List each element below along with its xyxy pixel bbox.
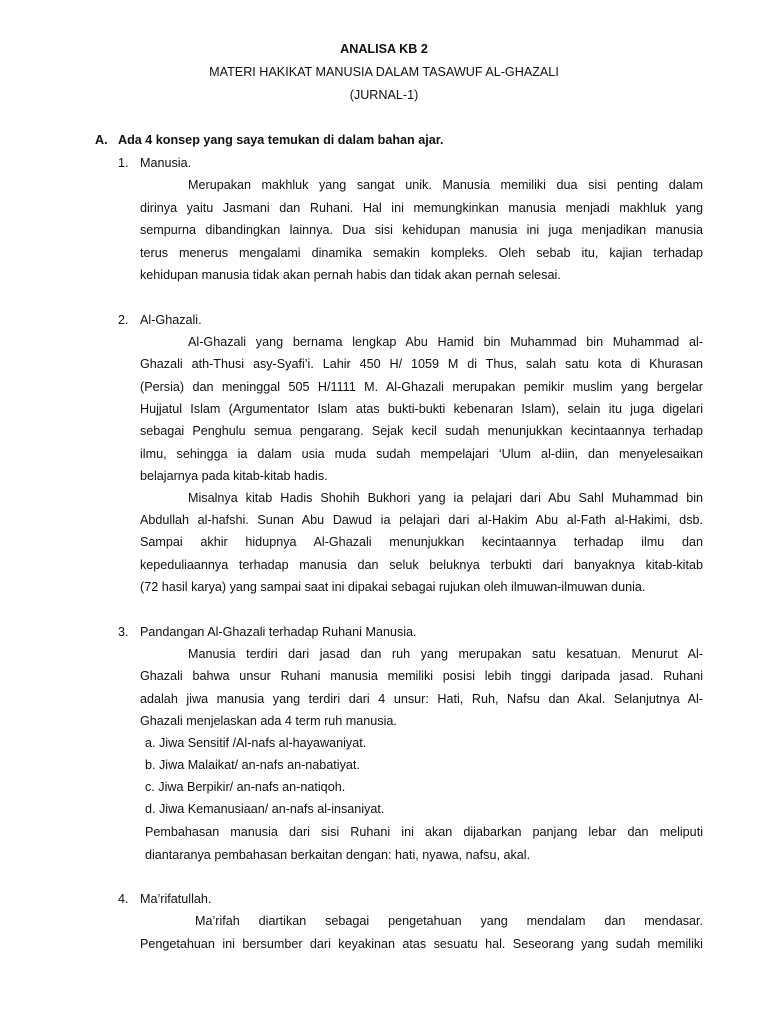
paragraph-line: sempurna dibandingkan lainnya. Dua sisi kehidupan manusia ini juga menjadikan manusia xyxy=(140,223,703,237)
list-item: a. Jiwa Sensitif /Al-nafs al-hayawaniyat. xyxy=(145,736,367,750)
paragraph-line: belajarnya pada kitab-kitab hadis. xyxy=(140,469,328,483)
item-title: Pandangan Al-Ghazali terhadap Ruhani Manusia. xyxy=(140,625,417,639)
item-number: 4. xyxy=(118,892,129,906)
item-title: Al-Ghazali. xyxy=(140,313,202,327)
paragraph-line: diantaranya pembahasan berkaitan dengan: hati, nyawa, nafsu, akal. xyxy=(145,848,531,862)
paragraph-line: Ma’rifah diartikan sebagai pengetahuan yang mendalam dan mendasar. xyxy=(195,914,703,928)
paragraph-line: sebagai Penghulu semua pengarang. Sejak kecil sudah menunjukkan kecintaannya terhadap xyxy=(140,424,703,438)
paragraph-line: adalah jiwa manusia yang terdiri dari 4 unsur: Hati, Ruh, Nafsu dan Akal. Selanjutnya Al- xyxy=(140,692,703,706)
paragraph-line: ilmu, sehingga ia dalam usia muda sudah mempelajari ‘Ulum al-diin, dan menyelesaikan xyxy=(140,447,703,461)
item-title: Ma’rifatullah. xyxy=(140,892,212,906)
list-item: c. Jiwa Berpikir/ an-nafs an-natiqoh. xyxy=(145,780,346,794)
list-item: b. Jiwa Malaikat/ an-nafs an-nabatiyat. xyxy=(145,758,360,772)
paragraph-line: kepeduliaannya terhadap manusia dan seluk beluknya terbukti dari banyaknya kitab-kitab xyxy=(140,558,703,572)
paragraph-line: dirinya yaitu Jasmani dan Ruhani. Hal ini memungkinkan manusia menjadi makhluk yang xyxy=(140,201,703,215)
paragraph-line: Merupakan makhluk yang sangat unik. Manusia memiliki dua sisi penting dalam xyxy=(188,178,703,192)
doc-journal: (JURNAL-1) xyxy=(349,88,419,102)
list-item: d. Jiwa Kemanusiaan/ an-nafs al-insaniyat. xyxy=(145,802,385,816)
paragraph-line: Misalnya kitab Hadis Shohih Bukhori yang ia pelajari dari Abu Sahl Muhammad bin xyxy=(188,491,703,505)
item-number: 1. xyxy=(118,156,129,170)
paragraph-line: Pengetahuan ini bersumber dari keyakinan atas sesuatu hal. Seseorang yang sudah memiliki xyxy=(140,937,703,951)
section-heading: Ada 4 konsep yang saya temukan di dalam bahan ajar. xyxy=(118,133,444,147)
paragraph-line: kehidupan manusia tidak akan pernah habis dan tidak akan pernah selesai. xyxy=(140,268,561,282)
item-number: 2. xyxy=(118,313,129,327)
paragraph-line: Hujjatul Islam (Argumentator Islam atas bukti-bukti kebenaran Islam), selain itu juga digelari xyxy=(140,402,703,416)
doc-title: ANALISA KB 2 xyxy=(340,42,428,56)
paragraph-line: Manusia terdiri dari jasad dan ruh yang merupakan satu kesatuan. Menurut Al- xyxy=(188,647,703,661)
paragraph-line: Pembahasan manusia dari sisi Ruhani ini akan dijabarkan panjang lebar dan meliputi xyxy=(145,825,703,839)
paragraph-line: terus menerus mengalami dinamika semakin kompleks. Oleh sebab itu, kajian terhadap xyxy=(140,246,703,260)
item-title: Manusia. xyxy=(140,156,192,170)
item-number: 3. xyxy=(118,625,129,639)
paragraph-line: Sampai akhir hidupnya Al-Ghazali menunjukkan kecintaannya terhadap ilmu dan xyxy=(140,535,703,549)
paragraph-line: Al-Ghazali yang bernama lengkap Abu Hamid bin Muhammad bin Muhammad al- xyxy=(188,335,703,349)
doc-subtitle: MATERI HAKIKAT MANUSIA DALAM TASAWUF AL-GHAZALI xyxy=(209,65,559,79)
paragraph-line: (72 hasil karya) yang sampai saat ini dipakai sebagai rujukan oleh ilmuwan-ilmuwan dunia. xyxy=(140,580,646,594)
paragraph-line: Ghazali bahwa unsur Ruhani manusia memiliki posisi lebih tinggi daripada jasad. Ruhani xyxy=(140,669,703,683)
paragraph-line: Ghazali ath-Thusi asy-Syafi’i. Lahir 450 H/ 1059 M di Thus, salah satu kota di Khurasan xyxy=(140,357,703,371)
paragraph-line: (Persia) dan meninggal 505 H/1111 M. Al-Ghazali merupakan pemikir muslim yang bergelar xyxy=(140,380,703,394)
paragraph-line: Ghazali menjelaskan ada 4 term ruh manusia. xyxy=(140,714,397,728)
section-marker: A. xyxy=(95,133,108,147)
paragraph-line: Abdullah al-hafshi. Sunan Abu Dawud ia pelajari dari al-Hakim Abu al-Fath al-Hakimi, dsb. xyxy=(140,513,703,527)
